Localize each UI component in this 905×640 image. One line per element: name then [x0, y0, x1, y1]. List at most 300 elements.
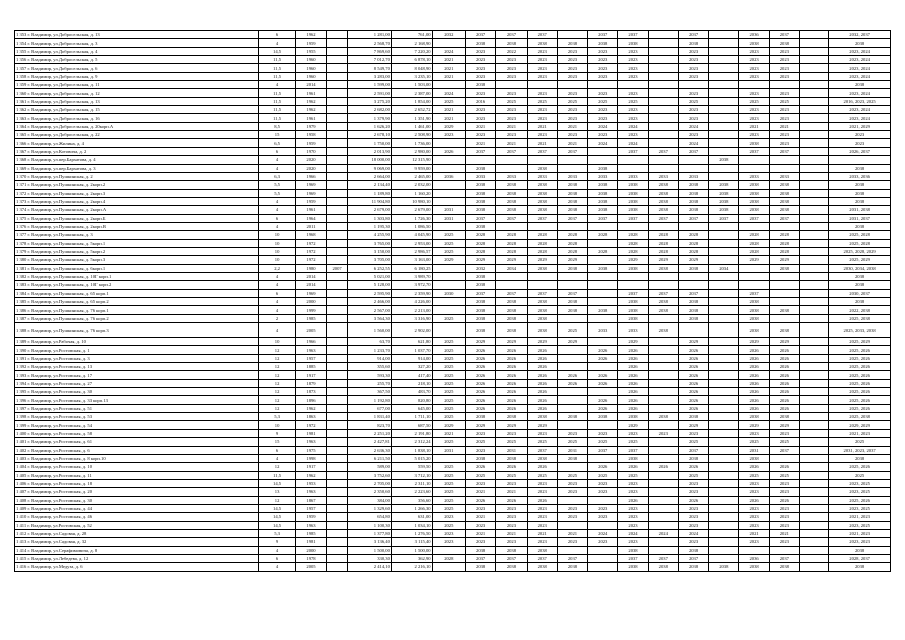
table-cell — [327, 64, 348, 72]
table-cell — [769, 164, 799, 172]
table-cell: 2034 — [709, 264, 739, 272]
table-cell: 2026 — [496, 379, 527, 387]
table-cell: 2037 — [739, 289, 769, 297]
table-cell: 2025 — [678, 471, 708, 479]
table-cell: 2038 — [709, 189, 739, 197]
table-cell: 2038 — [557, 181, 587, 189]
table-cell — [327, 323, 348, 338]
table-cell — [769, 281, 799, 289]
table-row — [15, 264, 891, 272]
table-cell: 2025 — [432, 363, 465, 371]
table-cell — [618, 81, 648, 89]
table-cell: 1980 — [295, 264, 326, 272]
table-cell — [709, 438, 739, 446]
table-cell — [327, 256, 348, 264]
table-cell: 2029 — [618, 256, 648, 264]
address-cell: 1 408 г. Владимир, ул.Ростовская, д. 30 — [15, 496, 259, 504]
table-cell: 2038 — [496, 39, 527, 47]
table-cell — [588, 521, 618, 529]
table-cell: 3 136,40 — [348, 538, 392, 546]
table-cell: 2038 — [588, 189, 618, 197]
table-cell — [327, 131, 348, 139]
table-cell — [557, 81, 587, 89]
table-cell — [527, 156, 557, 164]
table-cell: 1962 — [295, 471, 326, 479]
table-cell — [709, 106, 739, 114]
table-cell: 2023 — [739, 72, 769, 80]
table-cell — [799, 231, 828, 239]
table-cell: 2026 — [769, 354, 799, 362]
table-cell: 2038 — [769, 306, 799, 314]
table-cell: 2023 — [466, 106, 496, 114]
table-cell: 2037 — [466, 554, 496, 562]
table-cell: 2037 — [648, 147, 678, 155]
table-cell: 2038 — [466, 189, 496, 197]
table-cell: 2 359,90 — [391, 289, 432, 297]
table-cell: 2026 — [618, 346, 648, 354]
table-cell: 2038 — [709, 156, 739, 164]
table-cell — [799, 446, 828, 454]
table-cell: 2038 — [527, 454, 557, 462]
table-cell — [648, 371, 678, 379]
table-cell: 2037 — [527, 446, 557, 454]
table-cell: 2028 — [527, 239, 557, 247]
table-cell — [799, 488, 828, 496]
table-row — [15, 47, 891, 55]
table-cell — [769, 222, 799, 230]
table-cell: 2025 — [527, 471, 557, 479]
table-cell — [588, 496, 618, 504]
table-cell — [496, 156, 527, 164]
table-cell — [327, 338, 348, 346]
table-cell: 1959 — [295, 513, 326, 521]
table-cell: 2023 — [678, 488, 708, 496]
table-cell: 2029, 2029 — [829, 421, 891, 429]
table-cell: 2026 — [678, 371, 708, 379]
table-cell: 8 048,90 — [391, 64, 432, 72]
table-cell: 1998 — [295, 454, 326, 462]
table-cell — [709, 413, 739, 421]
table-cell — [648, 272, 678, 280]
table-cell: 14,5 — [259, 47, 296, 55]
table-cell: 2028 — [496, 247, 527, 255]
address-cell: 1 355 г. Владимир, ул.Добросельская, д. 4 — [15, 47, 259, 55]
table-cell: 2023 — [496, 479, 527, 487]
table-cell: 4 — [259, 164, 296, 172]
table-cell: 2 387,00 — [391, 89, 432, 97]
table-cell — [799, 371, 828, 379]
table-cell: 1972 — [295, 239, 326, 247]
table-cell: 2037 — [527, 214, 557, 222]
table-row — [15, 172, 891, 180]
table-cell — [327, 164, 348, 172]
table-cell: 2028 — [618, 239, 648, 247]
table-cell: 2028 — [769, 231, 799, 239]
table-cell: 2028 — [496, 239, 527, 247]
table-cell — [709, 97, 739, 105]
table-cell — [739, 546, 769, 554]
table-cell — [648, 222, 678, 230]
table-cell — [709, 504, 739, 512]
table-cell: 2038 — [739, 306, 769, 314]
table-cell: 4 226,00 — [391, 298, 432, 306]
table-cell — [648, 488, 678, 496]
table-cell — [496, 281, 527, 289]
table-cell: 2025 — [432, 413, 465, 421]
table-cell — [709, 496, 739, 504]
table-cell: 1953 — [295, 479, 326, 487]
table-cell: 2026 — [739, 404, 769, 412]
table-cell: 1879 — [295, 379, 326, 387]
table-cell — [588, 546, 618, 554]
table-cell — [709, 429, 739, 437]
table-cell — [648, 281, 678, 289]
table-cell: 2038 — [466, 454, 496, 462]
table-cell — [527, 281, 557, 289]
table-cell: 2021 — [432, 106, 465, 114]
table-cell: 2037 — [557, 554, 587, 562]
table-cell: 2025 — [678, 97, 708, 105]
table-cell — [709, 529, 739, 537]
table-cell: 654,80 — [348, 513, 392, 521]
table-cell — [327, 354, 348, 362]
table-cell: 2016, 2023, 2025 — [829, 97, 891, 105]
table-cell: 2025, 2026 — [829, 346, 891, 354]
table-cell: 2023, 2024 — [829, 114, 891, 122]
table-cell — [799, 247, 828, 255]
table-cell: 2038 — [496, 563, 527, 571]
address-cell: 1 409 г. Владимир, ул.Ростовская, д. 44 — [15, 504, 259, 512]
table-cell: 2026 — [496, 463, 527, 471]
table-cell: 1 266,30 — [391, 504, 432, 512]
table-cell: 2023, 2024 — [829, 56, 891, 64]
table-cell — [709, 554, 739, 562]
table-cell: 1 461,00 — [391, 122, 432, 130]
table-cell: 621,80 — [391, 338, 432, 346]
address-cell: 1 384 г. Владимир, ул.Пушкинская, д. 65 корп.1 — [15, 289, 259, 297]
table-cell: 4 — [259, 81, 296, 89]
table-cell: 1 626,20 — [348, 122, 392, 130]
table-cell: 14,5 — [259, 521, 296, 529]
table-cell: 2014 — [295, 81, 326, 89]
table-cell: 2024 — [618, 122, 648, 130]
table-cell: 1972 — [295, 247, 326, 255]
table-cell: 2026 — [739, 379, 769, 387]
table-cell: 2023 — [618, 504, 648, 512]
table-cell: 2025, 2026 — [829, 396, 891, 404]
table-cell: 2037 — [466, 214, 496, 222]
table-cell: 2029 — [527, 338, 557, 346]
table-cell — [648, 89, 678, 97]
table-cell: 2028 — [618, 231, 648, 239]
table-cell: 2033 — [618, 323, 648, 338]
table-cell: 2007 — [327, 264, 348, 272]
table-cell: 2037 — [769, 446, 799, 454]
table-cell — [327, 47, 348, 55]
table-cell — [799, 222, 828, 230]
table-cell: 6 180,25 — [391, 264, 432, 272]
table-cell — [799, 538, 828, 546]
table-cell: 2025, 2038 — [829, 314, 891, 322]
table-cell: 2037 — [527, 554, 557, 562]
table-cell: 12 — [259, 346, 296, 354]
table-cell: 2026 — [769, 371, 799, 379]
table-cell: 2029 — [618, 338, 648, 346]
table-cell: 2028 — [496, 231, 527, 239]
table-cell: 2038 — [557, 197, 587, 205]
table-cell: 2038 — [618, 563, 648, 571]
table-cell — [327, 222, 348, 230]
table-cell: 2026 — [527, 404, 557, 412]
table-cell: 2038 — [466, 281, 496, 289]
address-cell: 1 404 г. Владимир, ул.Ростовская, д. 10 — [15, 463, 259, 471]
table-cell: 2038 — [527, 206, 557, 214]
table-cell: 2 223,60 — [391, 488, 432, 496]
table-cell: 2023 — [466, 56, 496, 64]
table-cell: 2038 — [527, 164, 557, 172]
table-cell: 2038 — [648, 206, 678, 214]
table-cell: 2038 — [709, 206, 739, 214]
table-row — [15, 114, 891, 122]
table-cell: 2025 — [618, 471, 648, 479]
table-row — [15, 39, 891, 47]
table-cell: 2023 — [557, 513, 587, 521]
table-row — [15, 354, 891, 362]
table-cell — [799, 421, 828, 429]
table-cell: 2038 — [678, 413, 708, 421]
table-cell: 2025 — [588, 438, 618, 446]
table-cell — [327, 72, 348, 80]
table-cell: 2038 — [829, 454, 891, 462]
table-cell: 7 869,60 — [348, 47, 392, 55]
table-cell: 2023 — [739, 521, 769, 529]
address-cell: 1 407 г. Владимир, ул.Ростовская, д. 20 — [15, 488, 259, 496]
table-cell: 2025 — [557, 438, 587, 446]
table-cell — [557, 354, 587, 362]
table-cell: 2024 — [432, 47, 465, 55]
table-cell: 327,20 — [391, 363, 432, 371]
table-cell — [769, 272, 799, 280]
table-cell: 2025 — [829, 438, 891, 446]
table-cell: 677,00 — [348, 404, 392, 412]
table-cell: 687,50 — [391, 421, 432, 429]
table-cell: 2038 — [829, 546, 891, 554]
table-cell: 2037 — [648, 214, 678, 222]
table-cell: 2038 — [557, 189, 587, 197]
table-cell: 2037 — [678, 554, 708, 562]
table-cell — [709, 72, 739, 80]
table-cell: 2023 — [527, 56, 557, 64]
table-row — [15, 256, 891, 264]
table-cell: 1969 — [295, 289, 326, 297]
table-cell — [709, 363, 739, 371]
table-cell: 2 427,81 — [348, 438, 392, 446]
table-cell: 1 281,00 — [348, 31, 392, 39]
table-cell: 355,60 — [348, 363, 392, 371]
table-cell — [557, 156, 587, 164]
table-cell: 1 854,00 — [391, 97, 432, 105]
table-cell: 2022, 2038 — [829, 306, 891, 314]
table-cell: 2023 — [769, 139, 799, 147]
table-cell: 2026 — [527, 379, 557, 387]
table-cell: 914,00 — [391, 354, 432, 362]
table-cell: 2038 — [466, 323, 496, 338]
table-cell — [557, 404, 587, 412]
table-cell — [588, 454, 618, 462]
table-cell — [327, 197, 348, 205]
table-cell — [648, 521, 678, 529]
table-cell: 2038 — [648, 413, 678, 421]
table-cell — [709, 314, 739, 322]
table-cell — [648, 114, 678, 122]
table-cell: 2038 — [709, 563, 739, 571]
table-cell: 2038 — [769, 189, 799, 197]
table-cell: 2026 — [678, 363, 708, 371]
table-cell — [769, 289, 799, 297]
table-cell: 2000 — [295, 546, 326, 554]
table-cell — [327, 488, 348, 496]
table-cell: 2023 — [527, 538, 557, 546]
table-cell — [799, 181, 828, 189]
address-cell: 1 359 г. Владимир, ул.Добросельская, д. 11 — [15, 81, 259, 89]
table-cell: 2038 — [466, 306, 496, 314]
table-cell: 2 134,40 — [348, 181, 392, 189]
table-cell: 2023 — [648, 429, 678, 437]
table-cell: 11,5 — [259, 471, 296, 479]
table-cell: 2 567,00 — [348, 306, 392, 314]
table-cell: 2026 — [496, 371, 527, 379]
table-row — [15, 239, 891, 247]
table-cell: 2025 — [739, 97, 769, 105]
table-cell: 2025 — [739, 438, 769, 446]
address-cell: 1 380 г. Владимир, ул.Пушкинская, д. 5корп.3 — [15, 256, 259, 264]
table-cell: 2028 — [769, 239, 799, 247]
table-cell: 1961 — [295, 89, 326, 97]
table-cell: 2024 — [432, 89, 465, 97]
table-cell: 4 — [259, 298, 296, 306]
table-cell: 2038 — [829, 298, 891, 306]
table-cell: 1 037,70 — [391, 346, 432, 354]
table-cell — [678, 222, 708, 230]
table-cell: 2023, 2024 — [829, 64, 891, 72]
table-cell: 1 838,10 — [391, 446, 432, 454]
table-cell: 2026 — [618, 371, 648, 379]
table-cell: 2038 — [648, 197, 678, 205]
table-row — [15, 81, 891, 89]
table-cell: 1957 — [295, 354, 326, 362]
table-cell: 2038 — [527, 181, 557, 189]
table-cell: 2 682,00 — [348, 106, 392, 114]
table-cell: 2023 — [466, 429, 496, 437]
table-cell: 2026 — [648, 463, 678, 471]
table-cell — [799, 214, 828, 222]
table-cell: 2 679,00 — [348, 206, 392, 214]
table-cell: 2023 — [557, 106, 587, 114]
table-cell: 2028 — [648, 231, 678, 239]
table-cell: 2023 — [739, 504, 769, 512]
table-cell: 4 — [259, 272, 296, 280]
table-cell — [709, 446, 739, 454]
table-cell — [432, 139, 465, 147]
address-cell: 1 366 г. Владимир, ул.Жилина, д. 4 — [15, 139, 259, 147]
table-cell: 589,00 — [348, 463, 392, 471]
table-cell — [799, 513, 828, 521]
table-cell: 12 — [259, 496, 296, 504]
table-cell: 2 311,10 — [391, 479, 432, 487]
table-cell: 2037 — [709, 214, 739, 222]
table-row — [15, 521, 891, 529]
table-cell — [588, 272, 618, 280]
table-cell: 2029 — [769, 338, 799, 346]
table-cell: 2038 — [829, 281, 891, 289]
table-cell: 1957 — [295, 504, 326, 512]
table-cell: 15 — [259, 131, 296, 139]
address-cell: 1 383 г. Владимир, ул.Пушкинская, д. 10Г корп.2 — [15, 281, 259, 289]
table-cell: 2026 — [739, 463, 769, 471]
table-cell: 2038 — [588, 39, 618, 47]
table-cell — [327, 298, 348, 306]
table-cell: 2023 — [618, 89, 648, 97]
table-cell — [739, 156, 769, 164]
address-cell: 1 370 г. Владимир, ул.Пушкинская, д. 2 — [15, 172, 259, 180]
table-cell — [432, 164, 465, 172]
table-cell — [799, 264, 828, 272]
table-cell: 2025 — [769, 97, 799, 105]
table-cell: 2025 — [557, 97, 587, 105]
table-row — [15, 554, 891, 562]
table-cell: 2 568,70 — [348, 39, 392, 47]
table-cell: 2025, 2026 — [829, 363, 891, 371]
table-cell — [648, 56, 678, 64]
table-cell: 4 — [259, 563, 296, 571]
table-cell — [588, 388, 618, 396]
table-cell: 2023 — [678, 479, 708, 487]
table-cell: 2032 — [432, 31, 465, 39]
table-cell: 2031 — [432, 214, 465, 222]
table-cell: 1961 — [295, 114, 326, 122]
table-cell: 6,3 — [259, 172, 296, 180]
table-cell — [618, 281, 648, 289]
table-cell: 2038 — [739, 413, 769, 421]
table-row — [15, 139, 891, 147]
table-cell — [799, 139, 828, 147]
table-cell: 2029 — [466, 256, 496, 264]
table-cell: 2038 — [739, 189, 769, 197]
table-cell: 1962 — [295, 31, 326, 39]
table-cell — [709, 47, 739, 55]
table-row — [15, 231, 891, 239]
table-cell: 1985 — [295, 314, 326, 322]
table-cell — [327, 429, 348, 437]
table-cell: 1 160,20 — [391, 189, 432, 197]
table-row — [15, 214, 891, 222]
table-cell — [648, 496, 678, 504]
table-cell — [557, 463, 587, 471]
table-cell: 2038 — [709, 181, 739, 189]
table-cell: 2023 — [496, 513, 527, 521]
table-cell — [648, 106, 678, 114]
table-cell: 2038 — [678, 454, 708, 462]
table-cell — [327, 504, 348, 512]
table-cell — [799, 197, 828, 205]
table-cell — [799, 438, 828, 446]
table-cell: 2037 — [769, 214, 799, 222]
table-cell — [327, 181, 348, 189]
table-cell: 1 831,40 — [348, 413, 392, 421]
table-cell — [557, 281, 587, 289]
table-cell: 2026 — [739, 388, 769, 396]
table-cell: 1 500,00 — [348, 546, 392, 554]
